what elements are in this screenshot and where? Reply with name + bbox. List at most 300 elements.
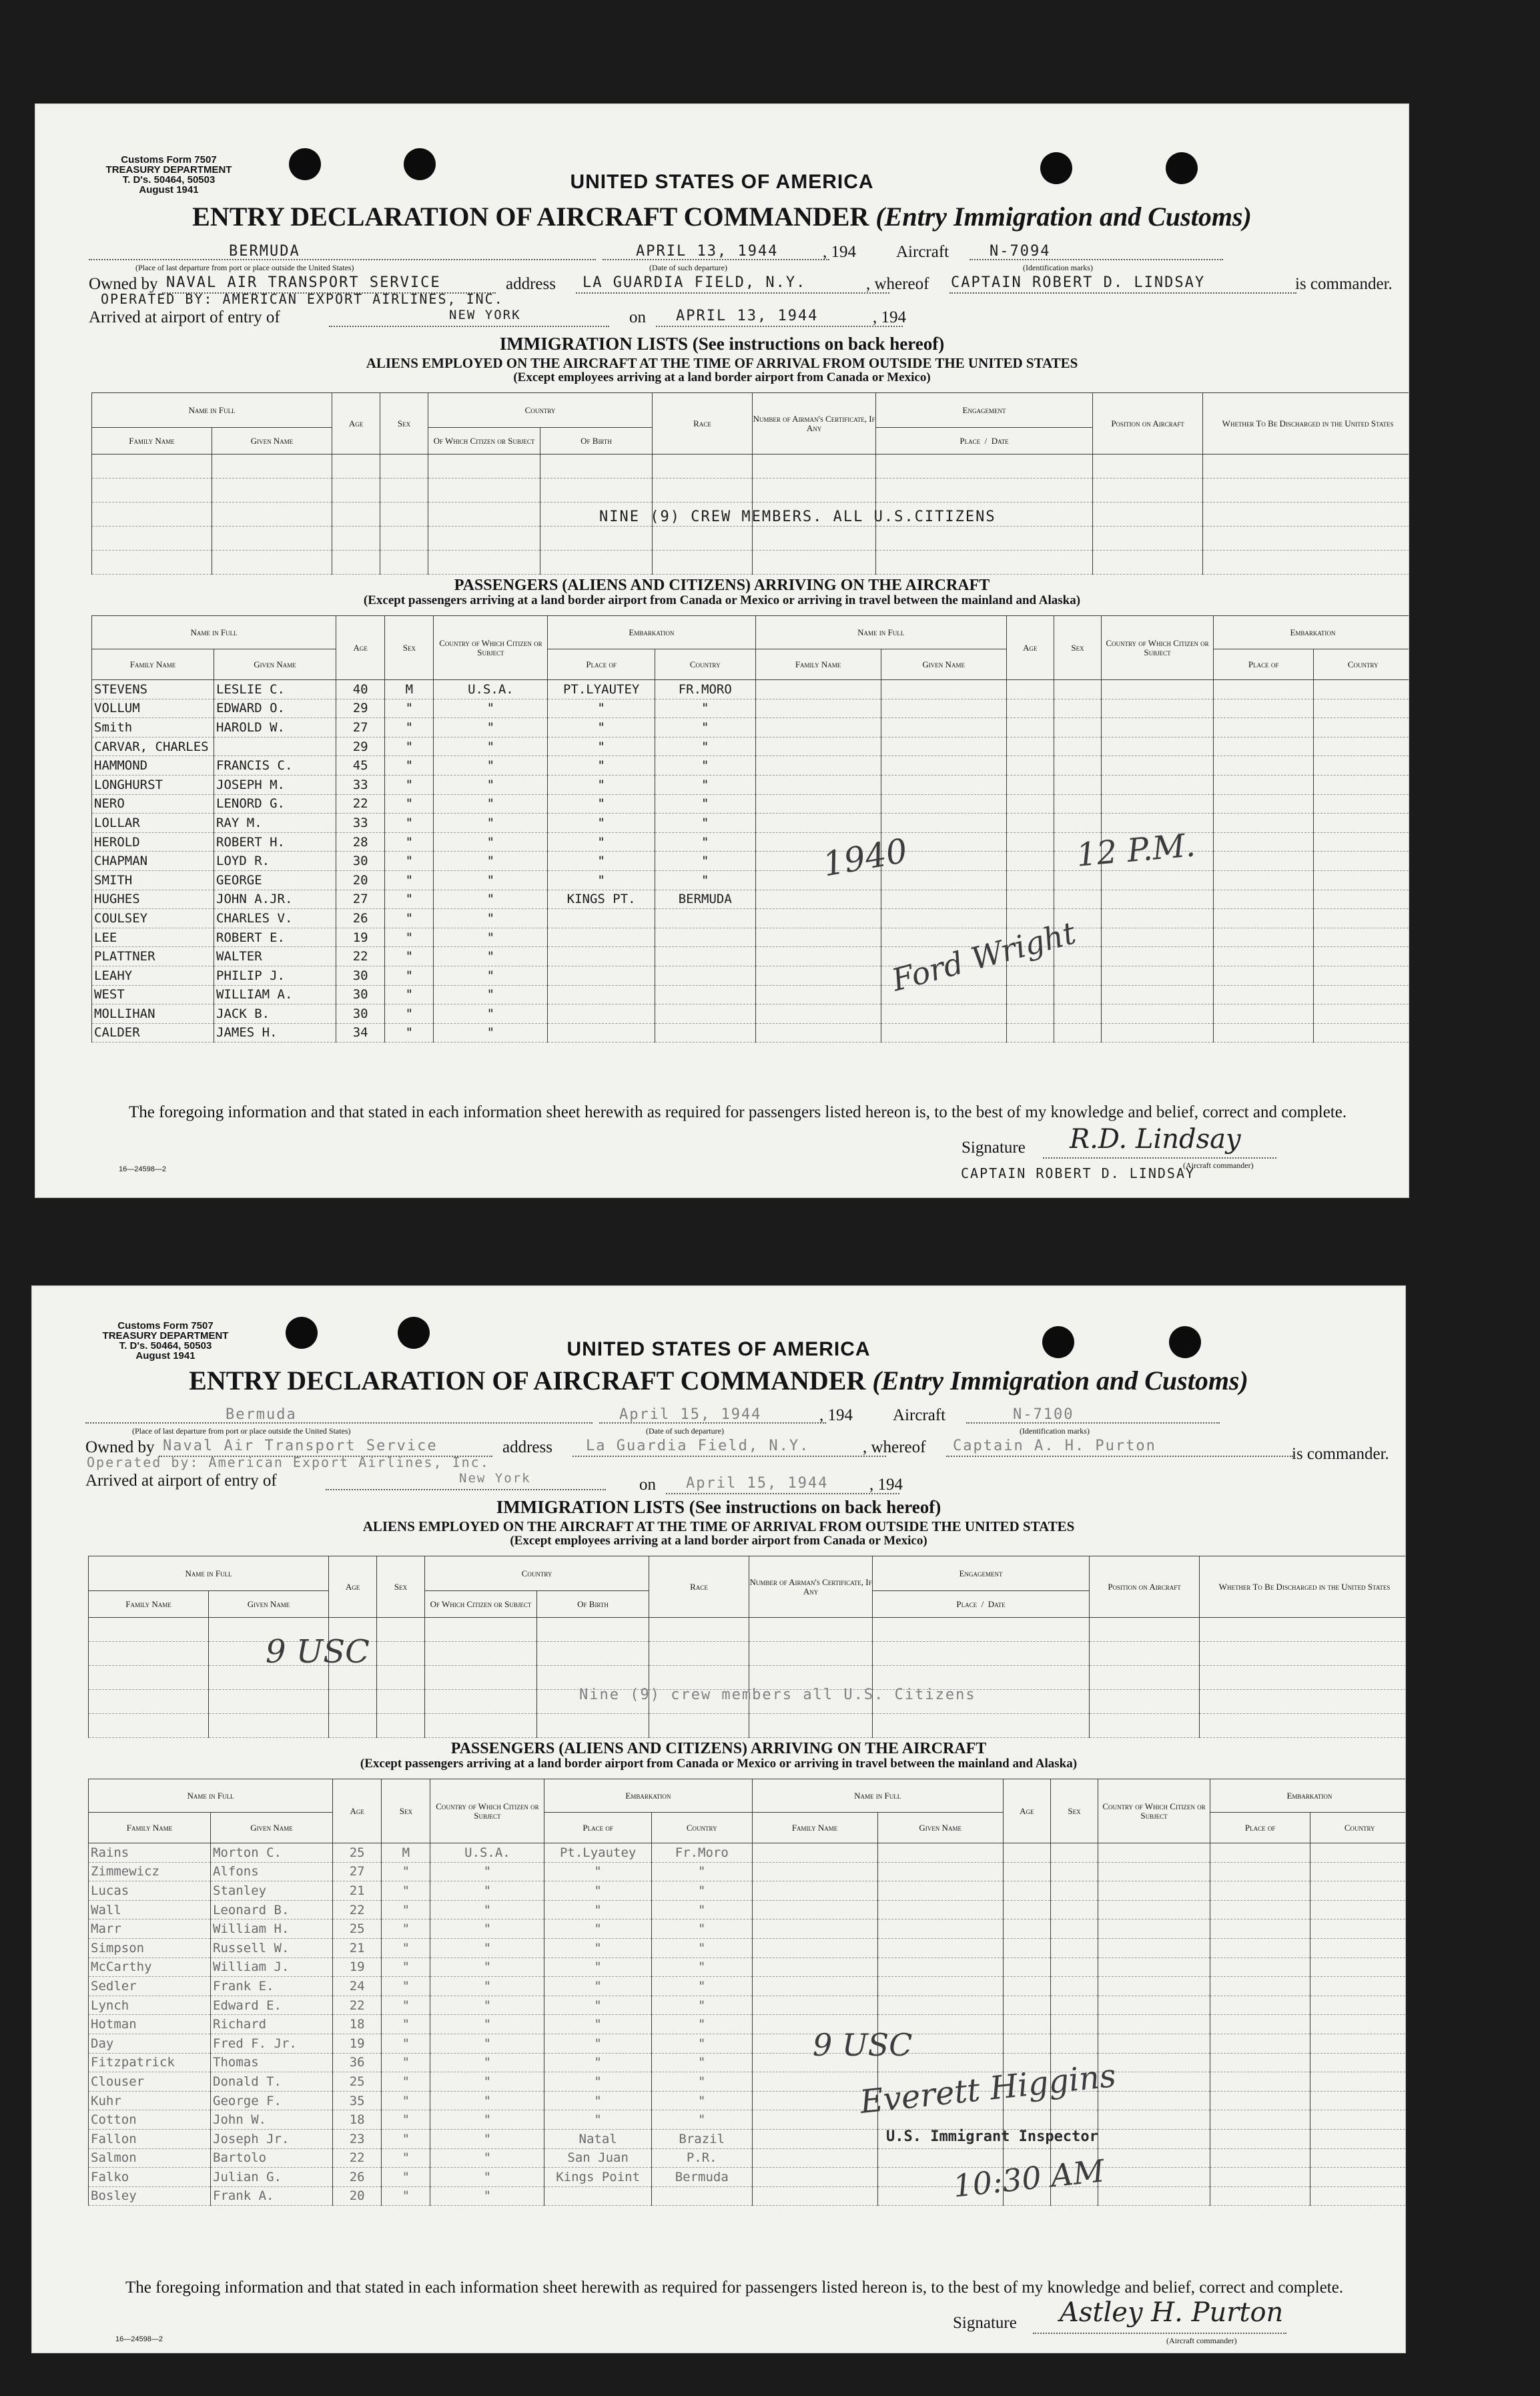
cell-empty (752, 2186, 877, 2206)
cell-sex: " (385, 1023, 434, 1042)
cell-embark-country: " (651, 1862, 752, 1881)
cell-empty (1003, 1881, 1050, 1901)
cell-empty (1050, 2034, 1098, 2053)
cell-citizen-of: " (430, 1938, 544, 1958)
commander-line (949, 292, 1296, 294)
cell-age: 19 (333, 1958, 382, 1977)
owned-by-label: Owned by (85, 1438, 155, 1456)
cell-citizen-of: " (430, 2129, 544, 2148)
cell-empty (755, 890, 881, 909)
hdr-race: Race (653, 393, 753, 455)
table-row (89, 1977, 1407, 1996)
signature-line (1033, 2333, 1286, 2334)
cell-empty (1314, 718, 1409, 737)
departure-place: Bermuda (226, 1406, 297, 1423)
hdr-given-name-2: Given Name (877, 1813, 1003, 1843)
cell-empty (1098, 2034, 1210, 2053)
cell-citizen-of: " (430, 1881, 544, 1901)
table-row (89, 2015, 1407, 2034)
arrival-year-suffix: , 194 (873, 308, 906, 326)
cell-embark-country (655, 1004, 755, 1024)
cell-empty (1098, 1919, 1210, 1939)
cell-empty (1102, 794, 1214, 814)
departure-place: BERMUDA (229, 243, 300, 260)
operated-by: OPERATED BY: AMERICAN EXPORT AIRLINES, INC. (101, 291, 504, 307)
hdr-place: Place (959, 435, 981, 446)
cell-empty (1310, 1881, 1406, 1901)
cell-embark-country: " (655, 718, 755, 737)
cell-empty (1314, 852, 1409, 871)
table-row (92, 985, 1410, 1004)
table-row (89, 2148, 1407, 2168)
signer-typed: CAPTAIN ROBERT D. LINDSAY (961, 1165, 1196, 1181)
cell-empty (1003, 1862, 1050, 1881)
caption-date: (Date of such departure) (649, 263, 727, 272)
print-code: 16—24598—2 (115, 2335, 163, 2343)
owned-by: Naval Air Transport Service (163, 1438, 438, 1454)
cell-age: 25 (333, 2072, 382, 2092)
cell-citizen-of: " (430, 1996, 544, 2015)
cell-embark-place: " (544, 1919, 652, 1939)
cell-empty (1210, 1938, 1310, 1958)
hdr-name-in-full: Name in Full (89, 1556, 329, 1591)
cell-empty (1213, 699, 1314, 718)
cell-empty (1050, 1881, 1098, 1901)
hdr-sex: Sex (380, 393, 428, 455)
cell-empty (1310, 2148, 1406, 2168)
cell-age: 26 (333, 2168, 382, 2187)
year-suffix: , 194 (819, 1406, 853, 1424)
cell-citizen-of: " (434, 756, 548, 776)
cell-citizen-of: " (430, 1977, 544, 1996)
cell-embark-country: BERMUDA (655, 890, 755, 909)
cell-sex: " (385, 928, 434, 947)
cell-given-name: LESLIE C. (214, 680, 336, 699)
cell-embark-place: " (548, 756, 655, 776)
cell-embark-country (655, 966, 755, 985)
cell-sex: " (385, 909, 434, 928)
cell-empty (1006, 985, 1054, 1004)
handwritten-note: Everett Higgins (858, 2057, 1118, 2121)
cell-embark-country: " (655, 852, 755, 871)
hdr-sex: Sex (377, 1556, 425, 1618)
departure-place-line (85, 1422, 593, 1424)
cell-given-name: Donald T. (211, 2072, 333, 2092)
address-label: address (502, 1438, 552, 1456)
hdr-place-date: Place / Date (876, 428, 1093, 455)
cell-empty (1102, 737, 1214, 756)
cell-empty (1006, 1004, 1054, 1024)
cell-embark-place: Natal (544, 2129, 652, 2148)
caption-ident: (Identification marks) (1023, 263, 1093, 272)
declaration-form-2 (31, 1285, 1406, 2353)
hdr-country-col: Country (651, 1813, 752, 1843)
table-row (89, 2053, 1407, 2072)
cell-sex: " (385, 985, 434, 1004)
cell-given-name: Fred F. Jr. (211, 2034, 333, 2053)
cell-citizen-of: " (430, 1958, 544, 1977)
signature-caption: (Aircraft commander) (1166, 2336, 1237, 2345)
cell-empty (1314, 966, 1409, 985)
cell-sex: " (385, 814, 434, 833)
cell-age: 20 (336, 870, 385, 890)
cell-embark-place (548, 947, 655, 966)
cell-embark-place: " (544, 1958, 652, 1977)
cell-empty (1050, 1919, 1098, 1939)
cell-given-name: JOSEPH M. (214, 775, 336, 794)
hdr-family-name: Family Name (89, 1591, 209, 1618)
table-row (89, 2186, 1407, 2206)
cell-empty (1210, 2186, 1310, 2206)
cell-embark-country: " (655, 699, 755, 718)
cell-age: 40 (336, 680, 385, 699)
cell-empty (1003, 2034, 1050, 2053)
aircraft-line (966, 1422, 1220, 1424)
cell-empty (1310, 1958, 1406, 1977)
cell-empty (1314, 794, 1409, 814)
arrived-label: Arrived at airport of entry of (85, 1472, 277, 1490)
cell-given-name: William H. (211, 1919, 333, 1939)
table-row (89, 2091, 1407, 2110)
cell-empty (1050, 1862, 1098, 1881)
cell-empty (1314, 756, 1409, 776)
cell-empty (1006, 832, 1054, 852)
certification-text: The foregoing information and that stated in each information sheet herewith as required for passengers listed hereon is, to the best of my knowledge and belief, correct and complete. (125, 2279, 1344, 2297)
cell-sex: " (385, 737, 434, 756)
cell-empty (1006, 870, 1054, 890)
cell-empty (1210, 1862, 1310, 1881)
table-row (89, 1843, 1407, 1863)
cell-sex: " (385, 947, 434, 966)
cell-empty (1102, 985, 1214, 1004)
cell-empty (881, 680, 1006, 699)
cell-sex: " (385, 775, 434, 794)
cell-given-name: CHARLES V. (214, 909, 336, 928)
hdr-of-birth: Of Birth (537, 1591, 649, 1618)
cell-empty (1006, 852, 1054, 871)
cell-empty (1210, 2148, 1310, 2168)
cell-given-name: Julian G. (211, 2168, 333, 2187)
cell-embark-place: " (548, 832, 655, 852)
hdr-name-in-full-2: Name in Full (752, 1779, 1003, 1813)
address: La Guardia Field, N.Y. (586, 1438, 810, 1454)
cell-empty (1006, 718, 1054, 737)
cell-empty (1054, 890, 1101, 909)
cell-empty (1310, 2072, 1406, 2092)
hdr-place-of: Place of (548, 649, 655, 680)
hdr-given-name: Given Name (211, 1813, 333, 1843)
cell-empty (1102, 1004, 1214, 1024)
cell-citizen-of: " (434, 947, 548, 966)
cell-empty (1003, 2015, 1050, 2034)
aircraft-label: Aircraft (896, 243, 949, 261)
cell-empty (1213, 1004, 1314, 1024)
passengers-heading: PASSENGERS (ALIENS AND CITIZENS) ARRIVING ON THE AIRCRAFT (450, 1740, 987, 1757)
address-line (576, 292, 889, 294)
address: LA GUARDIA FIELD, N.Y. (583, 274, 807, 291)
cell-given-name: LOYD R. (214, 852, 336, 871)
cell-given-name: ROBERT E. (214, 928, 336, 947)
table-row (92, 814, 1410, 833)
hdr-date: Date (988, 1598, 1006, 1609)
cell-family-name: Kuhr (89, 2091, 211, 2110)
cell-given-name: Joseph Jr. (211, 2129, 333, 2148)
cell-empty (1310, 1996, 1406, 2015)
cell-family-name: Salmon (89, 2148, 211, 2168)
cell-sex: " (382, 1977, 430, 1996)
cell-embark-place: Kings Point (544, 2168, 652, 2187)
cell-empty (1098, 1843, 1210, 1863)
cell-embark-country: " (651, 2072, 752, 2092)
form-title (32, 1365, 1405, 1396)
cell-embark-country: " (655, 832, 755, 852)
cell-empty (1213, 909, 1314, 928)
hdr-age: Age (329, 1556, 377, 1618)
cell-empty (877, 1996, 1003, 2015)
hdr-country-col-2: Country (1310, 1813, 1406, 1843)
cell-given-name: GEORGE (214, 870, 336, 890)
cell-citizen-of: " (434, 985, 548, 1004)
cell-empty (1098, 2148, 1210, 2168)
passengers-table (88, 1779, 1406, 2206)
cell-embark-country: " (651, 1919, 752, 1939)
arrival-year-suffix: , 194 (869, 1476, 903, 1494)
caption-date: (Date of such departure) (646, 1426, 724, 1436)
cell-age: 22 (336, 794, 385, 814)
cell-citizen-of: " (430, 2186, 544, 2206)
table-row (89, 2168, 1407, 2187)
cell-given-name: Frank E. (211, 1977, 333, 1996)
cell-family-name: Wall (89, 1900, 211, 1919)
hdr-country-citizen: Country of Which Citizen or Subject (434, 616, 548, 680)
cell-family-name: LOLLAR (92, 814, 214, 833)
cell-embark-country: " (655, 794, 755, 814)
cell-family-name: CARVAR, CHARLES (92, 737, 214, 756)
cell-embark-country (655, 909, 755, 928)
cell-citizen-of: " (434, 832, 548, 852)
on-label: on (629, 308, 646, 326)
cell-embark-country: FR.MORO (655, 680, 755, 699)
cell-citizen-of: " (430, 2053, 544, 2072)
cell-embark-place: " (544, 2053, 652, 2072)
cell-given-name: Morton C. (211, 1843, 333, 1863)
cell-family-name: CALDER (92, 1023, 214, 1042)
cell-embark-place: " (548, 737, 655, 756)
cell-given-name: Leonard B. (211, 1900, 333, 1919)
cell-sex: " (385, 890, 434, 909)
cell-embark-place: " (544, 1900, 652, 1919)
cell-age: 45 (336, 756, 385, 776)
year-suffix: , 194 (823, 243, 856, 261)
hdr-age: Age (332, 393, 380, 455)
hdr-race: Race (649, 1556, 749, 1618)
cell-citizen-of: " (434, 699, 548, 718)
table-row (92, 794, 1410, 814)
cell-empty (1098, 2015, 1210, 2034)
cell-empty (1006, 814, 1054, 833)
cell-empty (755, 928, 881, 947)
cell-given-name: JAMES H. (214, 1023, 336, 1042)
cell-empty (1054, 775, 1101, 794)
cell-empty (877, 1958, 1003, 1977)
treasury-dept: TREASURY DEPARTMENT (102, 1330, 229, 1341)
cell-empty (1102, 1023, 1214, 1042)
departure-date: APRIL 13, 1944 (636, 243, 779, 260)
cell-given-name: John W. (211, 2110, 333, 2130)
cell-sex: " (382, 1881, 430, 1901)
cell-given-name: LENORD G. (214, 794, 336, 814)
cell-empty (1210, 1881, 1310, 1901)
hdr-country-citizen: Country of Which Citizen or Subject (430, 1779, 544, 1843)
cell-empty (1210, 2091, 1310, 2110)
cell-empty (1098, 1938, 1210, 1958)
cell-citizen-of: " (434, 1004, 548, 1024)
departure-place-line (89, 259, 596, 260)
table-row (92, 1004, 1410, 1024)
cell-citizen-of: " (430, 2110, 544, 2130)
cell-embark-place: KINGS PT. (548, 890, 655, 909)
cell-empty (1050, 1977, 1098, 1996)
cell-sex: " (382, 1900, 430, 1919)
cell-given-name: FRANCIS C. (214, 756, 336, 776)
aircraft-id: N-7100 (1013, 1406, 1074, 1423)
cell-empty (1006, 1023, 1054, 1042)
cell-embark-place: " (544, 2034, 652, 2053)
cell-family-name: McCarthy (89, 1958, 211, 1977)
cell-citizen-of: " (434, 966, 548, 985)
cell-embark-country (655, 928, 755, 947)
cell-empty (1210, 2072, 1310, 2092)
title-italic: (Entry Immigration and Customs) (875, 202, 1252, 232)
cell-empty (1213, 947, 1314, 966)
immigrant-inspector-stamp: U.S. Immigrant Inspector (886, 2128, 1098, 2145)
cell-empty (755, 737, 881, 756)
hdr-sex: Sex (382, 1779, 430, 1843)
cell-empty (1213, 966, 1314, 985)
cell-family-name: HAMMOND (92, 756, 214, 776)
cell-embark-place: " (548, 699, 655, 718)
cell-empty (881, 756, 1006, 776)
cell-embark-place (548, 1023, 655, 1042)
cell-age: 30 (336, 852, 385, 871)
cell-empty (1006, 680, 1054, 699)
cell-empty (1102, 928, 1214, 947)
cell-empty (1210, 1958, 1310, 1977)
cell-empty (1003, 2110, 1050, 2130)
arrival-date-line (666, 1493, 899, 1494)
table-row (92, 870, 1410, 890)
hdr-place-of: Place of (544, 1813, 652, 1843)
cell-sex: " (382, 1958, 430, 1977)
cell-citizen-of: " (430, 2034, 544, 2053)
cell-empty (881, 1023, 1006, 1042)
cell-family-name: WEST (92, 985, 214, 1004)
table-row (92, 1023, 1410, 1042)
hdr-engagement: Engagement (876, 393, 1093, 428)
cell-embark-place: " (544, 2015, 652, 2034)
cell-embark-country: " (651, 1996, 752, 2015)
cell-empty (1006, 966, 1054, 985)
cell-empty (1006, 890, 1054, 909)
cell-empty (755, 680, 881, 699)
arrival-date-line (656, 326, 903, 327)
address-label: address (506, 275, 556, 293)
cell-sex: " (382, 2186, 430, 2206)
cell-empty (1006, 775, 1054, 794)
cell-empty (1213, 852, 1314, 871)
cell-empty (752, 2168, 877, 2187)
cell-empty (877, 1977, 1003, 1996)
cell-given-name: Edward E. (211, 1996, 333, 2015)
cell-empty (1210, 1843, 1310, 1863)
hdr-position: Position on Aircraft (1093, 393, 1203, 455)
cell-sex: " (382, 2072, 430, 2092)
form-date: August 1941 (139, 184, 199, 196)
cell-empty (1310, 2091, 1406, 2110)
signature-label: Signature (953, 2314, 1017, 2332)
cell-empty (1210, 2034, 1310, 2053)
cell-embark-country: " (651, 2034, 752, 2053)
cell-family-name: Hotman (89, 2015, 211, 2034)
table-row (89, 1862, 1407, 1881)
cell-empty (752, 1996, 877, 2015)
cell-age: 27 (336, 890, 385, 909)
cell-empty (1213, 985, 1314, 1004)
cell-empty (1003, 1843, 1050, 1863)
hdr-name-in-full-2: Name in Full (755, 616, 1006, 649)
hdr-country: Country (425, 1556, 649, 1591)
cell-embark-country: Brazil (651, 2129, 752, 2148)
cell-embark-place (548, 909, 655, 928)
cell-embark-country (655, 947, 755, 966)
commander-line (946, 1456, 1293, 1457)
cell-empty (1213, 794, 1314, 814)
whereof-label: , whereof (866, 275, 929, 293)
departure-date: April 15, 1944 (619, 1406, 762, 1423)
table-row (89, 1881, 1407, 1901)
cell-empty (752, 2129, 877, 2148)
cell-given-name (214, 737, 336, 756)
cell-embark-place: " (548, 852, 655, 871)
cell-age: 20 (333, 2186, 382, 2206)
handwritten-note: Ford Wright (887, 914, 1080, 998)
hdr-place-date: Place / Date (873, 1591, 1090, 1618)
cell-given-name: WALTER (214, 947, 336, 966)
cell-family-name: MOLLIHAN (92, 1004, 214, 1024)
cell-age: 22 (333, 1900, 382, 1919)
cell-empty (881, 909, 1006, 928)
immigration-lists-heading: IMMIGRATION LISTS (See instructions on back hereof) (496, 1497, 941, 1517)
cell-family-name: Fitzpatrick (89, 2053, 211, 2072)
cell-family-name: Cotton (89, 2110, 211, 2130)
cell-family-name: Marr (89, 1919, 211, 1939)
cell-empty (752, 1862, 877, 1881)
cell-given-name: ROBERT H. (214, 832, 336, 852)
cell-empty (1213, 1023, 1314, 1042)
hdr-given-name-2: Given Name (881, 649, 1006, 680)
cell-age: 23 (333, 2129, 382, 2148)
cell-family-name: Clouser (89, 2072, 211, 2092)
cell-sex: " (385, 966, 434, 985)
cell-given-name: PHILIP J. (214, 966, 336, 985)
cell-embark-place: San Juan (544, 2148, 652, 2168)
hdr-country-col-2: Country (1314, 649, 1409, 680)
signature-label: Signature (961, 1139, 1026, 1157)
cell-empty (1102, 680, 1214, 699)
address-line (572, 1456, 886, 1457)
cell-empty (752, 1977, 877, 1996)
cell-embark-country: " (655, 814, 755, 833)
